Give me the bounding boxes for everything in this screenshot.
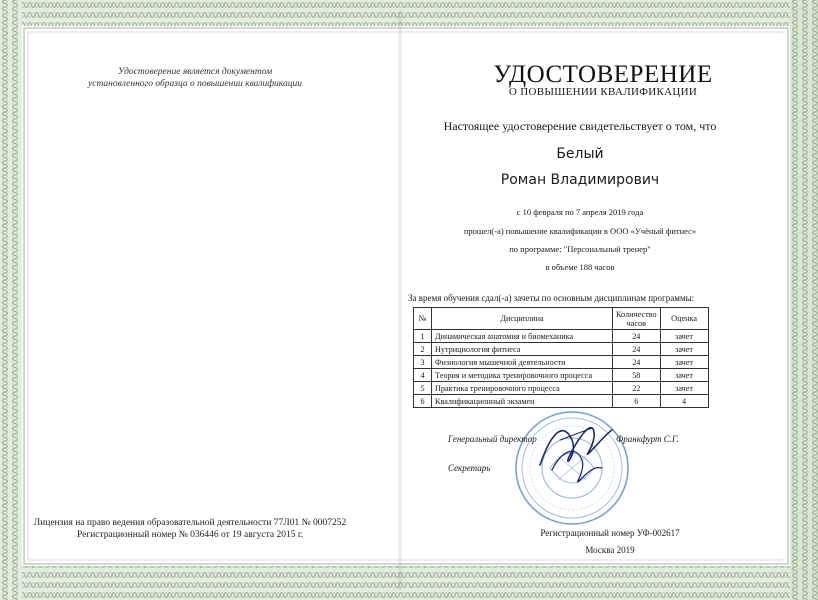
secretary-label: Секретарь: [448, 463, 491, 473]
row-hours: 24: [613, 330, 661, 343]
director-name: Франкфурт С.Г.: [616, 434, 679, 444]
header-discipline: Дисциплина: [432, 308, 613, 330]
row-discipline: Квалификационный экзамен: [432, 395, 613, 408]
row-hours: 24: [613, 343, 661, 356]
table-row: [414, 369, 709, 382]
row-discipline: Нутрициология фитнеса: [432, 343, 613, 356]
row-hours: 22: [613, 382, 661, 395]
table-row: [414, 382, 709, 395]
license-info: [20, 517, 360, 541]
note-line-1: Удостоверение является документом: [117, 67, 273, 77]
table-row: [414, 356, 709, 369]
left-page: [0, 0, 400, 600]
header-number: №: [414, 308, 432, 330]
row-grade: зачет: [660, 382, 708, 395]
city-year: Москва 2019: [585, 545, 635, 555]
table-intro: За время обучения сдал(-а) зачеты по основным дисциплинам программы:: [408, 293, 695, 303]
license-line-1: Лицензия на право ведения образовательной деятельности 77Л01 № 0007252: [33, 518, 347, 528]
certifies-text: Настоящее удостоверение свидетельствует о том, что: [443, 119, 717, 133]
row-number: 6: [414, 395, 432, 408]
header-hours: Количество часов: [613, 308, 661, 330]
row-discipline: Теория и методика тренировочного процесса: [432, 369, 613, 382]
table-row: [414, 343, 709, 356]
table-row: [414, 395, 709, 408]
document-status-note: [70, 66, 320, 90]
row-grade: 4: [660, 395, 708, 408]
registration-number: Регистрационный номер УФ-002617: [540, 528, 680, 538]
disciplines-table: [413, 307, 709, 408]
license-line-2: Регистрационный номер № 036446 от 19 августа 2015 г.: [76, 530, 304, 540]
row-number: 1: [414, 330, 432, 343]
table-row: [414, 330, 709, 343]
certificate-subtitle: О ПОВЫШЕНИИ КВАЛИФИКАЦИИ: [508, 86, 698, 98]
row-grade: зачет: [660, 330, 708, 343]
certificate-title: УДОСТОВЕРЕНИЕ: [493, 61, 713, 88]
director-signature: [532, 410, 622, 500]
training-completed: прошел(-а) повышение квалификации в ООО «Учёный фитнес»: [463, 226, 697, 236]
row-hours: 6: [613, 395, 661, 408]
row-discipline: Практика тренировочного процесса: [432, 382, 613, 395]
row-grade: зачет: [660, 343, 708, 356]
row-grade: зачет: [660, 369, 708, 382]
row-number: 2: [414, 343, 432, 356]
training-volume: в объеме 188 часов: [545, 262, 615, 272]
header-grade: Оценка: [660, 308, 708, 330]
row-number: 3: [414, 356, 432, 369]
row-discipline: Физиология мышечной деятельности: [432, 356, 613, 369]
row-discipline: Динамическая анатомия и биомеханика: [432, 330, 613, 343]
row-number: 5: [414, 382, 432, 395]
row-hours: 58: [613, 369, 661, 382]
row-grade: зачет: [660, 356, 708, 369]
right-page: [400, 0, 818, 600]
director-label: Генеральный директор: [448, 434, 537, 444]
table-header-row: [414, 308, 709, 330]
holder-given-names: Роман Владимирович: [500, 172, 660, 188]
training-program: по программе: "Персональный тренер": [509, 244, 651, 254]
row-number: 4: [414, 369, 432, 382]
training-period: с 10 февраля по 7 апреля 2019 года: [516, 207, 644, 217]
holder-surname: Белый: [556, 146, 604, 162]
note-line-2: установленного образца о повышении квалификации: [88, 79, 302, 89]
row-hours: 24: [613, 356, 661, 369]
